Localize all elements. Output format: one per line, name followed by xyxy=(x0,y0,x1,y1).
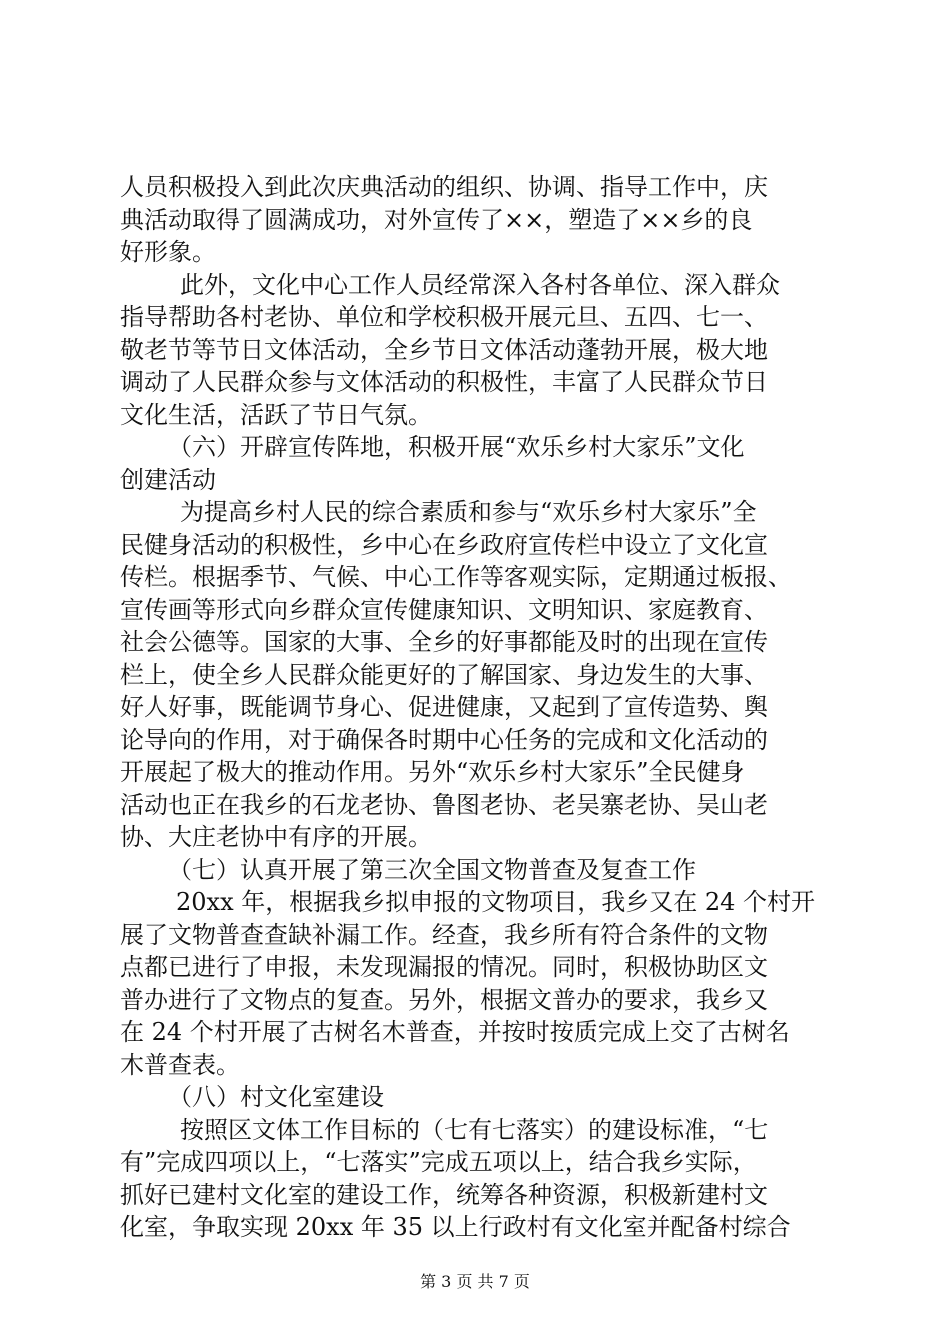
section-heading: （七）认真开展了第三次全国文物普查及复查工作 xyxy=(168,855,696,884)
text-line: 栏上，使全乡人民群众能更好的了解国家、身边发生的大事、 xyxy=(120,660,768,689)
text-line: 20xx 年，根据我乡拟申报的文物项目，我乡又在 24 个村开 xyxy=(176,888,816,916)
text-line: 为提高乡村人民的综合素质和参与“欢乐乡村大家乐”全 xyxy=(180,498,757,526)
text-line: 人员积极投入到此次庆典活动的组织、协调、指导工作中，庆 xyxy=(120,173,768,201)
text-line: 有”完成四项以上，“七落实”完成五项以上，结合我乡实际， xyxy=(120,1148,757,1176)
text-line: 社会公德等。国家的大事、全乡的好事都能及时的出现在宣传 xyxy=(120,628,768,656)
page-number: 第 3 页 共 7 页 xyxy=(420,1272,530,1291)
text-line: 协、大庄老协中有序的开展。 xyxy=(120,823,432,851)
text-line: 典活动取得了圆满成功，对外宣传了××，塑造了××乡的良 xyxy=(120,205,753,234)
text-line: 展了文物普查查缺补漏工作。经查，我乡所有符合条件的文物 xyxy=(120,920,768,949)
text-line: 在 24 个村开展了古树名木普查，并按时按质完成上交了古树名 xyxy=(120,1018,790,1046)
text-line: 民健身活动的积极性，乡中心在乡政府宣传栏中设立了文化宣 xyxy=(120,530,768,559)
text-line-content: 化室，争取实现 20xx 年 35 以上行政村有文化室并配备村综合 xyxy=(120,1213,791,1241)
text-line: 指导帮助各村老协、单位和学校积极开展元旦、五四、七一、 xyxy=(120,303,768,331)
text-line: 此外，文化中心工作人员经常深入各村各单位、深入群众 xyxy=(180,270,780,299)
page-footer xyxy=(0,1272,950,1292)
text-line: 好形象。 xyxy=(120,238,216,266)
text-line: 点都已进行了申报，未发现漏报的情况。同时，积极协助区文 xyxy=(120,953,768,981)
text-line: 开展起了极大的推动作用。另外“欢乐乡村大家乐”全民健身 xyxy=(120,758,745,786)
section-heading: 创建活动 xyxy=(120,465,216,494)
text-line: 按照区文体工作目标的（七有七落实）的建设标准，“七 xyxy=(180,1115,769,1144)
text-line: 活动也正在我乡的石龙老协、鲁图老协、老吴寨老协、吴山老 xyxy=(120,790,768,819)
text-line: 论导向的作用，对于确保各时期中心任务的完成和文化活动的 xyxy=(120,725,768,754)
section-heading: （八）村文化室建设 xyxy=(168,1083,384,1111)
text-line: 调动了人民群众参与文体活动的积极性，丰富了人民群众节日 xyxy=(120,368,768,396)
text-line: 宣传画等形式向乡群众宣传健康知识、文明知识、家庭教育、 xyxy=(120,595,768,624)
text-line: 木普查表。 xyxy=(120,1050,240,1079)
text-line: 敬老节等节日文体活动，全乡节日文体活动蓬勃开展，极大地 xyxy=(120,335,768,364)
text-line: 文化生活，活跃了节日气氛。 xyxy=(120,400,432,429)
text-line: 传栏。根据季节、气候、中心工作等客观实际，定期通过板报、 xyxy=(120,563,792,591)
text-line: 抓好已建村文化室的建设工作，统筹各种资源，积极新建村文 xyxy=(120,1180,768,1209)
text-line: 普办进行了文物点的复查。另外，根据文普办的要求，我乡又 xyxy=(120,985,768,1014)
section-heading: （六）开辟宣传阵地，积极开展“欢乐乡村大家乐”文化 xyxy=(168,433,745,461)
text-line: 好人好事，既能调节身心、促进健康，又起到了宣传造势、舆 xyxy=(120,693,768,721)
text-line xyxy=(0,1212,950,1242)
